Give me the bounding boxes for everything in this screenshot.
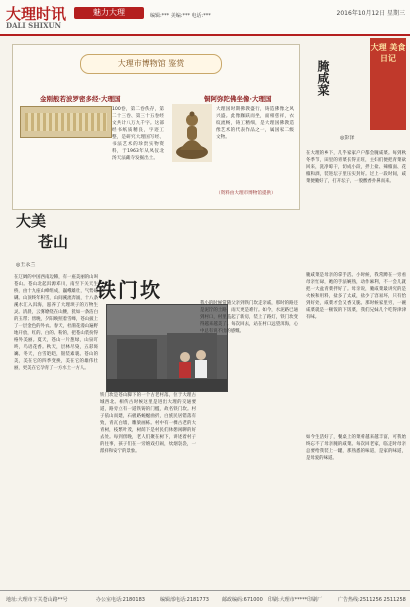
section-tag: 魅力大理: [74, 7, 144, 19]
article-right-title: [316, 60, 330, 160]
buddha-description: 大理国时期佛教盛行，铸造佛像之风兴盛。此像跏趺而坐，面相慈祥，衣纹流畅，铸工精细，是大理国佛教造像艺术的代表作品之一，属国家二级文物。: [216, 107, 294, 140]
footer-edit-phone: 编辑部电话:2181773: [160, 597, 209, 603]
article-left-body: 在辽阔的中国西南边陲，有一座美丽的山叫苍山。苍山北起洱源邓川，南至下关天生桥，由十九座山峰组成，巍峨雄壮，气势磅礴。山顶终年积雪，山间溪流奔涌，十八条溪水汇入洱海，滋养了大理坝子的万物生灵。清晨，云雾缭绕在山腰，犹如一条洁白的玉带；傍晚，夕阳映照着雪峰，苍山披上了一层金色的外衣。春天，杜鹃花漫山遍野地开放，红的、白的、粉的，把苍山装扮得格外美丽。夏天，苍山一片葱绿，山泉叮咚，鸟语花香。秋天，层林尽染，五彩斑斓。冬天，白雪皑皑，银装素裹。苍山的美，美在它的四季变换，美在它的雄伟壮丽，更美在它孕育了一方水土一方人。: [14, 275, 98, 371]
editor-info: 编辑:*** 美编:*** 电话:***: [150, 13, 211, 19]
issue-date: 2016年10月12日 星期三: [336, 10, 405, 17]
article-mid-intro-b: [198, 212, 298, 272]
article-mid-title: 铁门坎: [96, 278, 162, 302]
museum-source: （资料由大理市博物馆提供）: [216, 191, 276, 196]
article-right-body: 在大理的乡下，几乎家家户户都会腌咸菜。每到秋冬季节，田里的青菜长得正旺，主妇们便把青菜砍回来，洗净晾干，切成小段，拌上盐、辣椒面、花椒和酒，装进坛子里压实封好。过上一段时间，咸菜便腌好了，打开坛子，一股酸香扑鼻而来。: [306, 151, 406, 184]
title-line-2: 苍山: [38, 233, 69, 251]
title-line-1: 大美: [16, 212, 47, 230]
sutra-scroll-image: [20, 106, 112, 138]
museum-title-text: 大理市博物馆 鉴赏: [117, 59, 185, 68]
article-right-byline: ◎彭泽: [340, 135, 355, 141]
food-diary-badge: 大理 美食日记: [370, 38, 406, 130]
footer-postcode: 邮政编码:671000: [222, 597, 263, 603]
logo-main: 大理时讯: [6, 5, 67, 23]
article-left-byline: ◎王永兰: [16, 262, 36, 268]
footer-ad-phone: 广告热线:2511256 2511258: [338, 597, 406, 603]
article-right-body3: 如今生活好了，餐桌上的菜肴越来越丰富，可我始终忘不了母亲腌的咸菜。每次回老家，临走时母亲总要给我装上一罐，那熟悉的味道，是家的味道，是母爱的味道。: [306, 435, 406, 461]
logo-sub: DALI SHIXUN: [6, 21, 62, 30]
scroll-caption: 金刚般若波罗密多经·大理国: [40, 95, 121, 103]
footer-printer: 印刷:大理市*****印刷厂: [268, 597, 323, 603]
scroll-description: 100卷，第二卷佚存，第二十三卷、第三十五卷经文共计八万九千字。这部经书纸质精良，字迹工整，是研究大理国写经、书法艺术的珍贵实物资料，于1963年从凤仪北汤天法藏寺发掘出土。: [112, 107, 164, 161]
footer-address: 地址:大理市下关苍山路**号: [6, 597, 68, 603]
article-right-body2: 腌咸菜是母亲的拿手活。小时候，我常蹲在一旁看母亲忙碌，她的手法娴熟，动作麻利，不一会儿就把一大盆青菜拌好了。母亲说，腌咸菜最讲究的是火候和用料，盐多了太咸，盐少了容易坏，只有恰到好处，咸菜才会又香又脆。那时候家里穷，一碗咸菜就是一顿饭的下饭菜，我们兄妹几个吃得津津有味。: [306, 273, 406, 320]
museum-feature-title: [80, 54, 222, 74]
article-mid-body2: 我小的时候常随父亲到铁门坎走亲戚，那时的路还是泥泞的土路，雨天更是难行。如今，水泥路已通到村口，村里盖起了新房，装上了路灯，铁门坎变得越来越美了。每次回去，站在村口远望洱海，心中总有说不出的感慨。: [200, 301, 298, 334]
scroll-description-extra: [20, 140, 108, 200]
masthead: [0, 0, 410, 36]
page-footer: [0, 590, 410, 607]
article-left-title: [16, 210, 96, 260]
article-mid-intro-a: [102, 212, 194, 272]
buddha-statue-image: [172, 104, 212, 162]
article-mid-body: 铁门坎是苍山脚下的一个古老村落，位于大理古城西北。相传古时候这里是进出大理的交通要道，路旁立有一道铁铸的门槛，故名铁门坎。村子依山而建，石板路蜿蜒曲折，白族民居错落有致，青瓦白墙，雕梁画栋。村中有一棵古老的大青树，枝繁叶茂，树荫下是村民们休憩闲聊的好去处。每到傍晚，老人们聚在树下，讲述着村子的往事，孩子们在一旁嬉戏打闹，炊烟袅袅，一派祥和安宁的景象。: [100, 393, 196, 454]
buddha-caption: 铜阿弥陀佛坐像·大理国: [204, 95, 272, 103]
article-right-title-text: 腌咸菜: [316, 60, 330, 96]
footer-office-phone: 办公室电话:2180183: [96, 597, 145, 603]
